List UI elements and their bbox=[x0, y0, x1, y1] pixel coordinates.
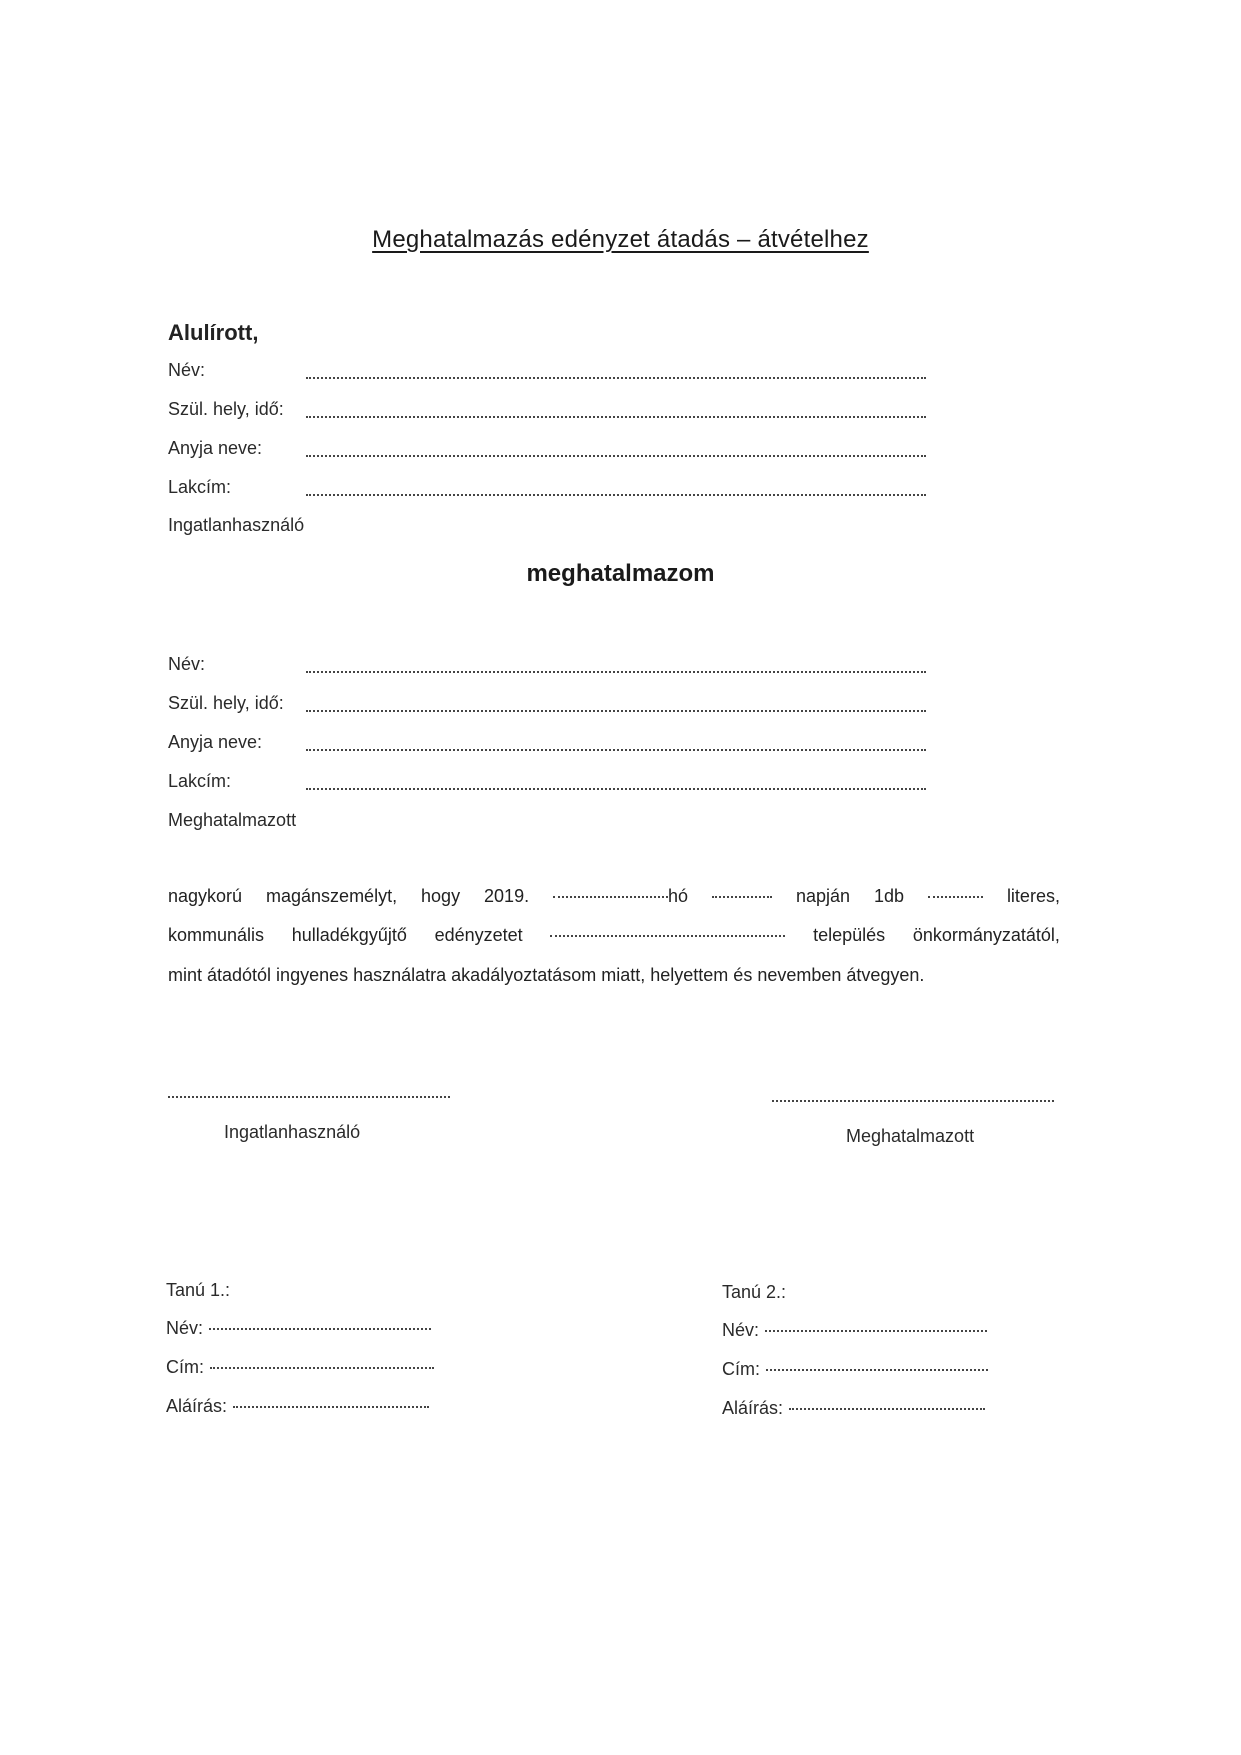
body-word: település bbox=[813, 925, 886, 945]
body-word: literes, bbox=[1006, 886, 1060, 906]
body-word: magánszemélyt, bbox=[266, 886, 398, 906]
body-word: kommunális bbox=[168, 925, 265, 945]
grantor-name-field[interactable] bbox=[306, 377, 926, 379]
body-word: hogy bbox=[421, 886, 461, 906]
body-line-3: mint átadótól ingyenes használatra akadályoztatásom miatt, helyettem és nevemben átvegyen. bbox=[168, 965, 925, 985]
witness-1-address-field[interactable] bbox=[210, 1367, 434, 1369]
grantor-name-label: Név: bbox=[168, 360, 206, 380]
settlement-field[interactable] bbox=[550, 935, 785, 937]
liters-field[interactable] bbox=[928, 896, 983, 898]
witness-2-name-label: Név: bbox=[722, 1320, 760, 1340]
grantor-signature-line[interactable] bbox=[168, 1096, 450, 1098]
witness-1-name-row bbox=[166, 1318, 431, 1339]
body-word: 2019. bbox=[484, 886, 530, 906]
agent-birth-label: Szül. hely, idő: bbox=[168, 693, 284, 713]
body-word: hulladékgyűjtő bbox=[291, 925, 407, 945]
witness-2-address-field[interactable] bbox=[766, 1369, 988, 1371]
agent-mother-label: Anyja neve: bbox=[168, 732, 263, 752]
witness-2-name-row bbox=[722, 1320, 987, 1341]
body-line-1 bbox=[168, 886, 1060, 907]
body-word: hó bbox=[668, 886, 689, 906]
body-word: edényzetet bbox=[434, 925, 523, 945]
agent-name-field[interactable] bbox=[306, 671, 926, 673]
agent-address-label: Lakcím: bbox=[168, 771, 232, 791]
day-field[interactable] bbox=[712, 896, 772, 898]
witness-2-name-field[interactable] bbox=[765, 1330, 987, 1332]
agent-role: Meghatalmazott bbox=[168, 810, 297, 830]
body-word: nagykorú bbox=[168, 886, 243, 906]
grantor-role: Ingatlanhasználó bbox=[168, 515, 305, 535]
agent-name-label: Név: bbox=[168, 654, 206, 674]
grantor-intro: Alulírott, bbox=[168, 320, 259, 345]
action-word: meghatalmazom bbox=[526, 560, 715, 587]
witness-2-signature-label: Aláírás: bbox=[722, 1398, 784, 1418]
agent-birth-field[interactable] bbox=[306, 710, 926, 712]
month-field[interactable] bbox=[553, 896, 668, 898]
document-title: Meghatalmazás edényzet átadás – átvételhez bbox=[372, 226, 869, 253]
body-word: napján bbox=[795, 886, 851, 906]
grantor-mother-field[interactable] bbox=[306, 455, 926, 457]
agent-signature-label: Meghatalmazott bbox=[846, 1126, 975, 1146]
agent-mother-field[interactable] bbox=[306, 749, 926, 751]
grantor-address-field[interactable] bbox=[306, 494, 926, 496]
body-line-2 bbox=[168, 925, 1060, 946]
grantor-signature-label: Ingatlanhasználó bbox=[224, 1122, 361, 1142]
grantor-birth-field[interactable] bbox=[306, 416, 926, 418]
witness-2-signature-row bbox=[722, 1398, 985, 1419]
witness-1-signature-row bbox=[166, 1396, 429, 1417]
witness-1-address-label: Cím: bbox=[166, 1357, 204, 1377]
witness-1-signature-field[interactable] bbox=[233, 1406, 429, 1408]
witness-2-heading: Tanú 2.: bbox=[722, 1282, 787, 1302]
agent-address-field[interactable] bbox=[306, 788, 926, 790]
witness-1-name-label: Név: bbox=[166, 1318, 204, 1338]
witness-1-address-row bbox=[166, 1357, 434, 1378]
witness-1-signature-label: Aláírás: bbox=[166, 1396, 228, 1416]
witness-2-signature-field[interactable] bbox=[789, 1408, 985, 1410]
grantor-mother-label: Anyja neve: bbox=[168, 438, 263, 458]
witness-2-address-label: Cím: bbox=[722, 1359, 760, 1379]
witness-1-heading: Tanú 1.: bbox=[166, 1280, 231, 1300]
witness-1-name-field[interactable] bbox=[209, 1328, 431, 1330]
witness-2-address-row bbox=[722, 1359, 988, 1380]
grantor-address-label: Lakcím: bbox=[168, 477, 232, 497]
body-word: önkormányzatától, bbox=[912, 925, 1060, 945]
grantor-birth-label: Szül. hely, idő: bbox=[168, 399, 284, 419]
agent-signature-line[interactable] bbox=[772, 1100, 1054, 1102]
body-word: 1db bbox=[873, 886, 905, 906]
